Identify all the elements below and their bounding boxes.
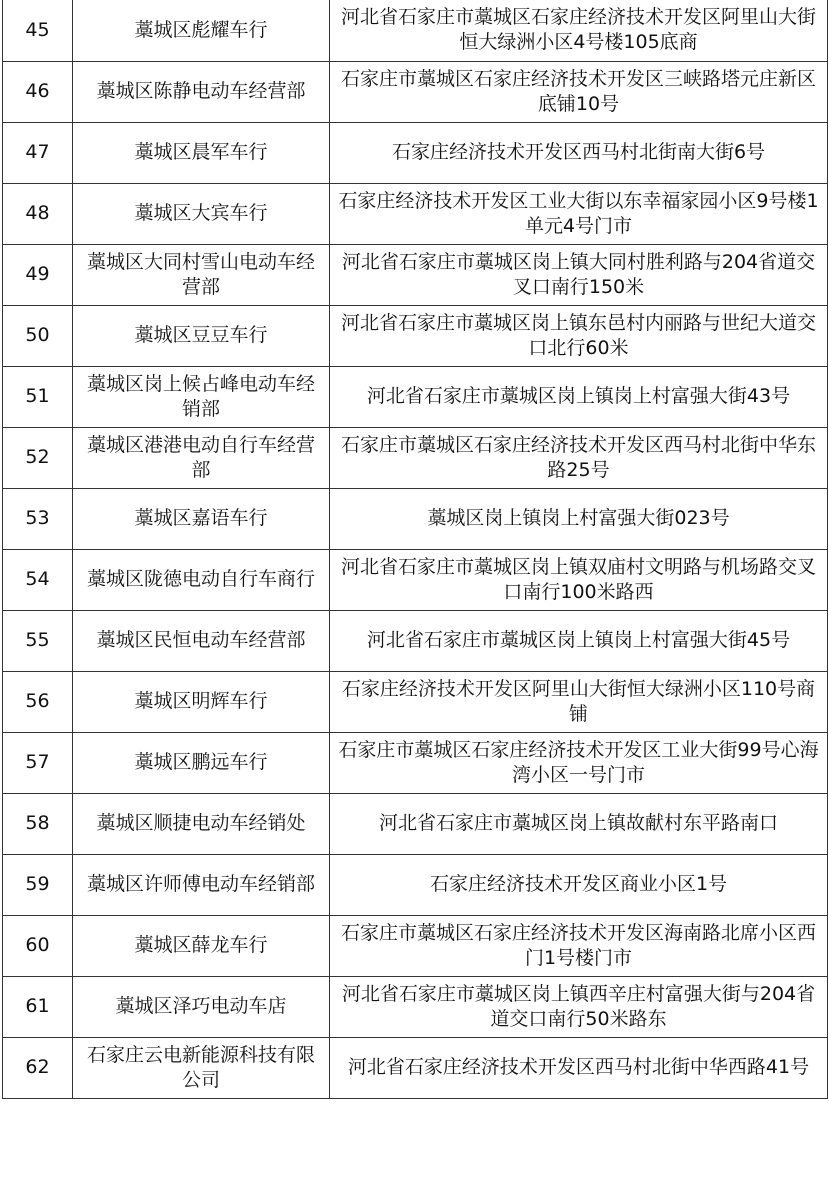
row-number-cell: 47 bbox=[3, 122, 73, 183]
dealer-address-cell: 河北省石家庄市藁城区岗上镇岗上村富强大街45号 bbox=[330, 610, 828, 671]
dealer-name-cell: 藁城区港港电动自行车经营部 bbox=[73, 427, 330, 488]
row-number-cell: 55 bbox=[3, 610, 73, 671]
row-number-cell: 54 bbox=[3, 549, 73, 610]
dealer-address-cell: 河北省石家庄经济技术开发区西马村北街中华西路41号 bbox=[330, 1037, 828, 1098]
dealer-address-cell: 石家庄经济技术开发区商业小区1号 bbox=[330, 854, 828, 915]
dealer-name-cell: 藁城区泽巧电动车店 bbox=[73, 976, 330, 1037]
table-row bbox=[3, 854, 828, 915]
table-row bbox=[3, 0, 828, 61]
row-number-cell: 60 bbox=[3, 915, 73, 976]
dealer-address-cell: 河北省石家庄市藁城区岗上镇双庙村文明路与机场路交叉口南行100米路西 bbox=[330, 549, 828, 610]
row-number-cell: 45 bbox=[3, 0, 73, 61]
dealer-table bbox=[2, 0, 828, 1099]
table-row bbox=[3, 244, 828, 305]
dealer-name-cell: 石家庄云电新能源科技有限公司 bbox=[73, 1037, 330, 1098]
dealer-address-cell: 石家庄经济技术开发区阿里山大街恒大绿洲小区110号商铺 bbox=[330, 671, 828, 732]
table-row bbox=[3, 671, 828, 732]
row-number-cell: 49 bbox=[3, 244, 73, 305]
dealer-name-cell: 藁城区大同村雪山电动车经营部 bbox=[73, 244, 330, 305]
dealer-address-cell: 石家庄市藁城区石家庄经济技术开发区西马村北街中华东路25号 bbox=[330, 427, 828, 488]
dealer-name-cell: 藁城区民恒电动车经营部 bbox=[73, 610, 330, 671]
row-number-cell: 57 bbox=[3, 732, 73, 793]
row-number-cell: 50 bbox=[3, 305, 73, 366]
dealer-name-cell: 藁城区岗上候占峰电动车经销部 bbox=[73, 366, 330, 427]
table-row bbox=[3, 1037, 828, 1098]
dealer-name-cell: 藁城区陇德电动自行车商行 bbox=[73, 549, 330, 610]
dealer-name-cell: 藁城区明辉车行 bbox=[73, 671, 330, 732]
row-number-cell: 58 bbox=[3, 793, 73, 854]
row-number-cell: 62 bbox=[3, 1037, 73, 1098]
table-row bbox=[3, 183, 828, 244]
table-row bbox=[3, 305, 828, 366]
dealer-name-cell: 藁城区鹏远车行 bbox=[73, 732, 330, 793]
table-row bbox=[3, 61, 828, 122]
dealer-name-cell: 藁城区陈静电动车经营部 bbox=[73, 61, 330, 122]
row-number-cell: 51 bbox=[3, 366, 73, 427]
dealer-address-cell: 河北省石家庄市藁城区岗上镇大同村胜利路与204省道交叉口南行150米 bbox=[330, 244, 828, 305]
dealer-address-cell: 河北省石家庄市藁城区岗上镇故献村东平路南口 bbox=[330, 793, 828, 854]
dealer-address-cell: 藁城区岗上镇岗上村富强大街023号 bbox=[330, 488, 828, 549]
dealer-address-cell: 石家庄市藁城区石家庄经济技术开发区三峡路塔元庄新区底铺10号 bbox=[330, 61, 828, 122]
dealer-name-cell: 藁城区彪耀车行 bbox=[73, 0, 330, 61]
table-row bbox=[3, 793, 828, 854]
dealer-address-cell: 河北省石家庄市藁城区岗上镇岗上村富强大街43号 bbox=[330, 366, 828, 427]
row-number-cell: 52 bbox=[3, 427, 73, 488]
row-number-cell: 53 bbox=[3, 488, 73, 549]
dealer-name-cell: 藁城区薛龙车行 bbox=[73, 915, 330, 976]
dealer-address-cell: 石家庄经济技术开发区西马村北街南大街6号 bbox=[330, 122, 828, 183]
dealer-name-cell: 藁城区豆豆车行 bbox=[73, 305, 330, 366]
row-number-cell: 46 bbox=[3, 61, 73, 122]
dealer-address-cell: 石家庄市藁城区石家庄经济技术开发区工业大街99号心海湾小区一号门市 bbox=[330, 732, 828, 793]
dealer-address-cell: 河北省石家庄市藁城区石家庄经济技术开发区阿里山大街恒大绿洲小区4号楼105底商 bbox=[330, 0, 828, 61]
table-row bbox=[3, 610, 828, 671]
dealer-name-cell: 藁城区晨军车行 bbox=[73, 122, 330, 183]
row-number-cell: 56 bbox=[3, 671, 73, 732]
dealer-name-cell: 藁城区大宾车行 bbox=[73, 183, 330, 244]
table-row bbox=[3, 122, 828, 183]
table-body bbox=[3, 0, 828, 1098]
dealer-address-cell: 石家庄经济技术开发区工业大街以东幸福家园小区9号楼1单元4号门市 bbox=[330, 183, 828, 244]
dealer-name-cell: 藁城区顺捷电动车经销处 bbox=[73, 793, 330, 854]
table-row bbox=[3, 976, 828, 1037]
dealer-name-cell: 藁城区嘉语车行 bbox=[73, 488, 330, 549]
dealer-address-cell: 石家庄市藁城区石家庄经济技术开发区海南路北席小区西门1号楼门市 bbox=[330, 915, 828, 976]
dealer-name-cell: 藁城区许师傅电动车经销部 bbox=[73, 854, 330, 915]
row-number-cell: 59 bbox=[3, 854, 73, 915]
table-row bbox=[3, 915, 828, 976]
table-row bbox=[3, 549, 828, 610]
table-row bbox=[3, 488, 828, 549]
table-row bbox=[3, 732, 828, 793]
row-number-cell: 61 bbox=[3, 976, 73, 1037]
dealer-address-cell: 河北省石家庄市藁城区岗上镇东邑村内丽路与世纪大道交口北行60米 bbox=[330, 305, 828, 366]
table-row bbox=[3, 366, 828, 427]
row-number-cell: 48 bbox=[3, 183, 73, 244]
table-row bbox=[3, 427, 828, 488]
dealer-address-cell: 河北省石家庄市藁城区岗上镇西辛庄村富强大街与204省道交口南行50米路东 bbox=[330, 976, 828, 1037]
